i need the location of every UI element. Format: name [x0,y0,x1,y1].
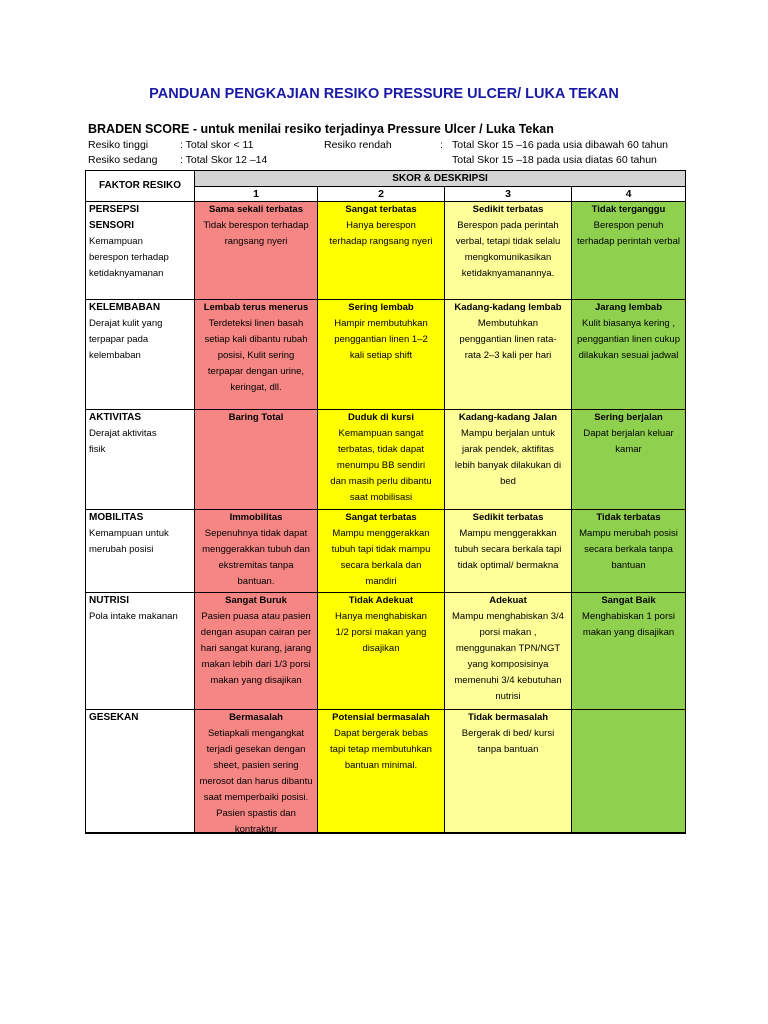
score-description: yang komposisinya [467,659,549,670]
factor-description: berespon terhadap [89,252,169,263]
score-title: Bermasalah [229,712,283,723]
factor-description: fisik [89,444,106,455]
risk-high-value: : Total skor < 11 [180,139,254,151]
score-description: makan lebih dari 1/3 porsi [201,659,311,670]
score-title: Sangat terbatas [345,512,417,523]
risk-medium-value: : Total Skor 12 –14 [180,154,268,166]
score-title: Sedikit terbatas [472,512,544,523]
score-description: tapi tetap membutuhkan [330,744,432,755]
score-title: Tidak Adekuat [348,595,414,606]
factor-name: SENSORI [89,220,135,231]
score-cell-3 [445,593,572,710]
risk-low-colon: : [440,139,443,151]
score-description: terbatas, tidak dapat [337,444,425,455]
score-cell-2 [318,593,445,710]
score-description: makan yang disajikan [210,675,302,686]
score-description: merosot dan harus dibantu [199,776,313,787]
score-description: menumpu BB sendiri [336,460,426,471]
risk-medium-label: Resiko sedang [88,154,158,166]
score-description: Mampu berjalan untuk [461,428,555,439]
score-description: Kulit biasanya kering , [582,318,675,329]
score-number-2: 2 [318,187,445,202]
score-title: Potensial bermasalah [332,712,430,723]
score-cell-2 [318,710,445,834]
score-cell-1 [195,410,318,510]
score-description: Tidak berespon terhadap [203,220,309,231]
score-cell-1 [195,202,318,300]
score-title: Sangat terbatas [345,204,417,215]
score-title: Immobilitas [229,512,283,523]
score-description: hari sangat kurang, jarang [200,643,312,654]
score-description: saat mobilisasi [349,492,413,503]
score-description: tidak optimal/ bermakna [457,560,559,571]
score-description: keringat, dll. [230,382,282,393]
score-title: Sama sekali terbatas [208,204,303,215]
score-cell-3 [445,300,572,410]
risk-low-label: Resiko rendah [324,139,392,151]
score-description: secara berkala tanpa [584,544,673,555]
score-description: Mampu menggerakkan [459,528,557,539]
factor-cell [86,410,195,510]
factor-description: Pola intake makanan [89,611,178,622]
score-description: tanpa bantuan [477,744,539,755]
factor-name: MOBILITAS [89,512,144,523]
factor-name: GESEKAN [89,712,139,723]
score-description: disajikan [362,643,400,654]
score-description: kontraktur [234,824,278,832]
score-description: kamar [615,444,642,455]
factor-description: Derajat kulit yang [89,318,163,329]
factor-description: ketidaknyamanan [89,268,164,279]
score-description: Pasien puasa atau pasien [201,611,311,622]
score-description: bantuan. [237,576,275,587]
score-title: Sering berjalan [594,412,663,423]
score-title: Sangat Baik [601,595,656,606]
score-title: Sangat Buruk [225,595,287,606]
factor-cell [86,510,195,593]
score-cell-2 [318,202,445,300]
score-description: dilakukan sesuai jadwal [578,350,679,361]
score-description: mandiri [365,576,397,587]
score-description: penggantian linen rata- [459,334,557,345]
score-description: Dapat bergerak bebas [333,728,428,739]
score-cell-1 [195,593,318,710]
score-description: posisi, Kulit sering [217,350,295,361]
score-title: Tidak bermasalah [467,712,549,723]
score-description: makan yang disajikan [582,627,675,638]
score-description: rangsang nyeri [224,236,288,247]
table-row [86,593,686,710]
score-cell-3 [445,710,572,834]
score-description: jarak pendek, aktifitas [462,444,554,455]
score-cell-1 [195,710,318,834]
score-title: Tidak terganggu [591,204,666,215]
score-description: secara berkala dan [340,560,422,571]
score-description: Pasien spastis dan [216,808,296,819]
score-description: Setiapkali mengangkat [207,728,305,739]
score-description: terjadi gesekan dengan [206,744,306,755]
score-cell-4 [572,593,686,710]
score-description: tubuh tapi tidak mampu [331,544,431,555]
score-description: bed [500,476,516,487]
score-description: Hanya menghabiskan [335,611,427,622]
score-cell-1 [195,510,318,593]
score-title: Baring Total [228,412,284,423]
score-description: Terdeteksi linen basah [208,318,304,329]
score-description: menggerakkan tubuh dan [202,544,310,555]
score-title: Jarang lembab [594,302,663,313]
score-description: terhadap rangsang nyeri [329,236,433,247]
skor-deskripsi-header: SKOR & DESKRIPSI [195,171,686,187]
score-cell-3 [445,510,572,593]
factor-name: AKTIVITAS [89,412,142,423]
score-cell-4 [572,510,686,593]
score-description: Hanya berespon [346,220,416,231]
factor-cell [86,710,195,834]
score-cell-1 [195,300,318,410]
score-number-4: 4 [572,187,686,202]
factor-cell [86,593,195,710]
score-description: Hampir membutuhkan [334,318,428,329]
score-description: ketidaknyamanannya. [461,268,555,279]
score-description: dengan asupan cairan per [200,627,312,638]
score-title: Sedikit terbatas [472,204,544,215]
score-description: Mampu menghabiskan 3/4 [452,611,564,622]
score-description: Berespon penuh [593,220,664,231]
score-description: Dapat berjalan keluar [583,428,674,439]
table-row [86,300,686,410]
score-cell-2 [318,300,445,410]
score-description: lebih banyak dilakukan di [454,460,562,471]
table-row [86,410,686,510]
score-description: dan masih perlu dibantu [330,476,432,487]
score-description: rata 2–3 kali per hari [464,350,552,361]
score-description: Berespon pada perintah [457,220,559,231]
score-description: verbal, tetapi tidak selalu [455,236,561,247]
score-description: setiap kali dibantu rubah [204,334,308,345]
score-cell-2 [318,510,445,593]
factor-name: NUTRISI [89,595,129,606]
risk-low-value-under-60: Total Skor 15 –16 pada usia dibawah 60 tahun [452,139,668,151]
factor-cell [86,202,195,300]
score-description: memenuhi 3/4 kebutuhan [454,675,562,686]
score-description: penggantian linen cukup [577,334,681,345]
factor-description: kelembaban [89,350,141,361]
score-description: bantuan minimal. [344,760,418,771]
table-row [86,510,686,593]
score-description: Mampu merubah posisi [579,528,678,539]
score-description: penggantian linen 1–2 [334,334,428,345]
score-cell-4 [572,710,686,834]
score-title: Duduk di kursi [348,412,414,423]
score-description: porsi makan , [479,627,537,638]
score-description: kali setiap shift [349,350,413,361]
score-description: bantuan [611,560,646,571]
risk-high-label: Resiko tinggi [88,139,149,151]
factor-cell [86,300,195,410]
faktor-resiko-header: FAKTOR RESIKO [86,171,195,202]
factor-name: PERSEPSI [89,204,140,215]
score-description: Kemampuan sangat [338,428,424,439]
score-cell-4 [572,202,686,300]
score-description: tubuh secara berkala tapi [454,544,562,555]
score-description: menggunakan TPN/NGT [455,643,561,654]
page-title: PANDUAN PENGKAJIAN RESIKO PRESSURE ULCER/ LUKA TEKAN [149,86,619,102]
score-title: Adekuat [489,595,527,606]
score-title: Tidak terbatas [596,512,661,523]
factor-description: Kemampuan untuk [89,528,169,539]
score-description: Sepenuhnya tidak dapat [204,528,308,539]
score-description: terhadap perintah verbal [577,236,680,247]
score-title: Kadang-kadang Jalan [458,412,558,423]
score-description: saat memperbaiki posisi. [203,792,309,803]
score-description: Membutuhkan [477,318,539,329]
score-description: sheet, pasien sering [213,760,299,771]
factor-description: Derajat aktivitas [89,428,157,439]
score-description: Bergerak di bed/ kursi [461,728,555,739]
score-description: mengkomunikasikan [464,252,552,263]
score-cell-4 [572,300,686,410]
score-number-1: 1 [195,187,318,202]
table-row [86,202,686,300]
braden-score-table [85,170,686,834]
score-title: Sering lembab [348,302,414,313]
factor-name: KELEMBABAN [89,302,161,313]
factor-description: terpapar pada [89,334,149,345]
score-title: Kadang-kadang lembab [454,302,562,313]
score-number-3: 3 [445,187,572,202]
factor-description: Kemampuan [89,236,143,247]
score-description: Mampu menggerakkan [332,528,430,539]
score-description: 1/2 porsi makan yang [335,627,427,638]
score-cell-3 [445,410,572,510]
table-row [86,710,686,834]
score-title: Lembab terus menerus [203,302,309,313]
score-cell-2 [318,410,445,510]
score-cell-4 [572,410,686,510]
braden-subtitle: BRADEN SCORE - untuk menilai resiko terjadinya Pressure Ulcer / Luka Tekan [88,122,554,136]
score-description: nutrisi [495,691,521,702]
score-description: ekstremitas tanpa [218,560,294,571]
risk-low-value-over-60: Total Skor 15 –18 pada usia diatas 60 tahun [452,154,657,166]
score-description: terpapar dengan urine, [207,366,305,377]
factor-description: merubah posisi [89,544,154,555]
score-description: Menghabiskan 1 porsi [582,611,675,622]
score-cell-3 [445,202,572,300]
